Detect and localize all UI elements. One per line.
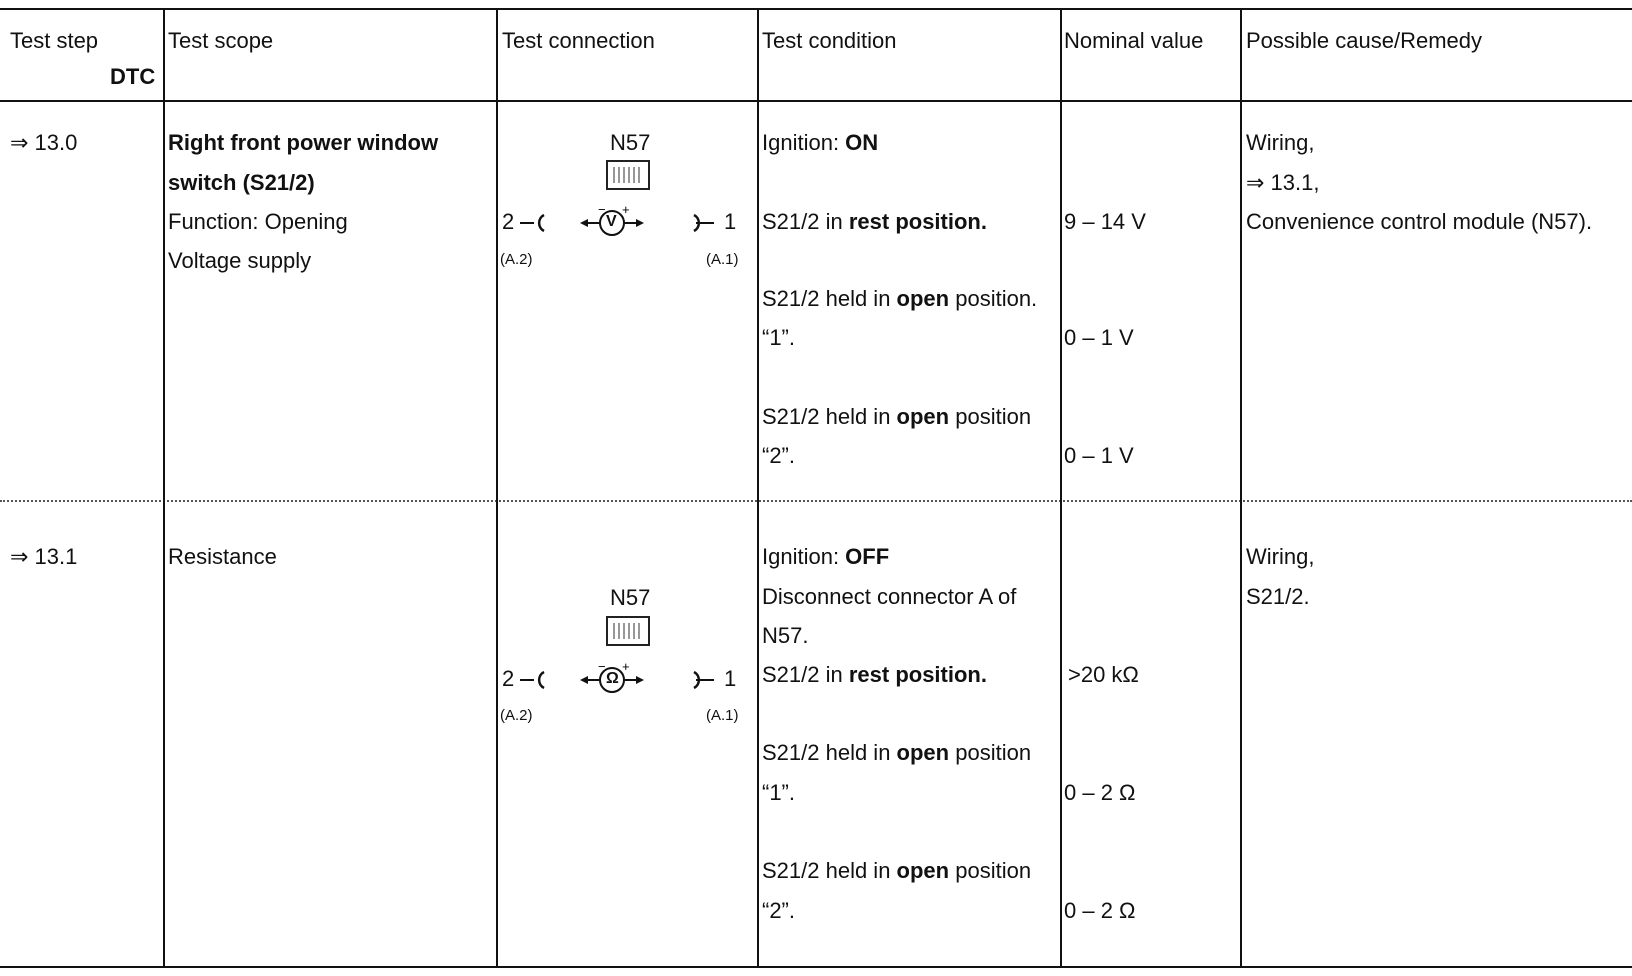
row2-cond-ignition: Ignition: OFF — [762, 544, 890, 569]
row2-cond-open2: S21/2 held in open position — [762, 858, 1032, 883]
row2-remedy-1: Wiring, — [1246, 544, 1315, 569]
header-bottom-rule — [0, 100, 1632, 102]
row2-pin-right: 1 — [724, 666, 737, 691]
row2-cond-disconnect: Disconnect connector A of — [762, 584, 1017, 609]
column-divider-2 — [496, 8, 498, 968]
row2-value-1: >20 kΩ — [1068, 662, 1139, 687]
row2-cond-open1: S21/2 held in open position — [762, 740, 1032, 765]
row1-scope-voltage: Voltage supply — [168, 248, 312, 273]
column-divider-3 — [757, 8, 759, 968]
row1-value-3: 0 – 1 V — [1064, 443, 1134, 468]
row2-pin-left-ref: (A.2) — [500, 707, 533, 724]
row2-value-2: 0 – 2 Ω — [1064, 780, 1136, 805]
column-divider-4 — [1060, 8, 1062, 968]
row1-value-2: 0 – 1 V — [1064, 325, 1134, 350]
row1-module-label: N57 — [610, 130, 651, 155]
svg-text:+: + — [622, 206, 630, 217]
row1-cond-open2-line2: “2”. — [762, 443, 795, 468]
row1-cond-open1: S21/2 held in open position. — [762, 286, 1038, 311]
row1-cond-open2: S21/2 held in open position — [762, 404, 1032, 429]
row2-remedy-2: S21/2. — [1246, 584, 1310, 609]
row2-pin-left: 2 — [502, 666, 515, 691]
row2-cond-open2-line2: “2”. — [762, 898, 795, 923]
row2-cond-open1-line2: “1”. — [762, 780, 795, 805]
row1-remedy-1: Wiring, — [1246, 130, 1315, 155]
table-top-rule — [0, 8, 1632, 10]
row1-value-1: 9 – 14 V — [1064, 209, 1146, 234]
row1-meter-symbol: V — [606, 213, 617, 230]
row2-module-icon — [606, 616, 650, 646]
row1-cond-rest: S21/2 in rest position. — [762, 209, 987, 234]
header-test-condition: Test condition — [762, 28, 897, 53]
column-divider-5 — [1240, 8, 1242, 968]
header-dtc: DTC — [110, 64, 156, 89]
row1-scope-function: Function: Opening — [168, 209, 348, 234]
row1-step: ⇒ 13.0 — [10, 130, 78, 155]
row1-pin-right: 1 — [724, 209, 737, 234]
row-separator — [0, 500, 1632, 502]
row2-scope-resistance: Resistance — [168, 544, 277, 569]
row1-scope-title-2: switch (S21/2) — [168, 170, 315, 195]
header-nominal-value: Nominal value — [1064, 28, 1204, 53]
row2-cond-rest: S21/2 in rest position. — [762, 662, 987, 687]
column-divider-1 — [163, 8, 165, 968]
row2-ohmmeter-icon — [518, 663, 728, 697]
svg-text:−: − — [598, 663, 606, 674]
row2-step: ⇒ 13.1 — [10, 544, 78, 569]
row2-value-3: 0 – 2 Ω — [1064, 898, 1136, 923]
svg-text:−: − — [598, 206, 606, 217]
row2-module-label: N57 — [610, 585, 651, 610]
row1-remedy-2: ⇒ 13.1, — [1246, 170, 1320, 195]
header-test-connection: Test connection — [502, 28, 655, 53]
row1-cond-ignition: Ignition: ON — [762, 130, 879, 155]
row1-voltmeter-icon — [518, 206, 728, 240]
row1-module-icon — [606, 160, 650, 190]
header-remedy: Possible cause/Remedy — [1246, 28, 1483, 53]
row1-cond-open1-line2: “1”. — [762, 325, 795, 350]
table-bottom-rule — [0, 966, 1632, 968]
row1-pin-left: 2 — [502, 209, 515, 234]
row2-cond-disconnect-line2: N57. — [762, 623, 809, 648]
row1-remedy-3: Convenience control module (N57). — [1246, 209, 1593, 234]
row1-pin-right-ref: (A.1) — [706, 251, 739, 268]
header-test-step: Test step — [10, 28, 99, 53]
row2-meter-symbol: Ω — [606, 670, 619, 687]
row1-pin-left-ref: (A.2) — [500, 251, 533, 268]
svg-text:+: + — [622, 663, 630, 674]
row1-scope-title-1: Right front power window — [168, 130, 439, 155]
header-test-scope: Test scope — [168, 28, 274, 53]
row2-pin-right-ref: (A.1) — [706, 707, 739, 724]
